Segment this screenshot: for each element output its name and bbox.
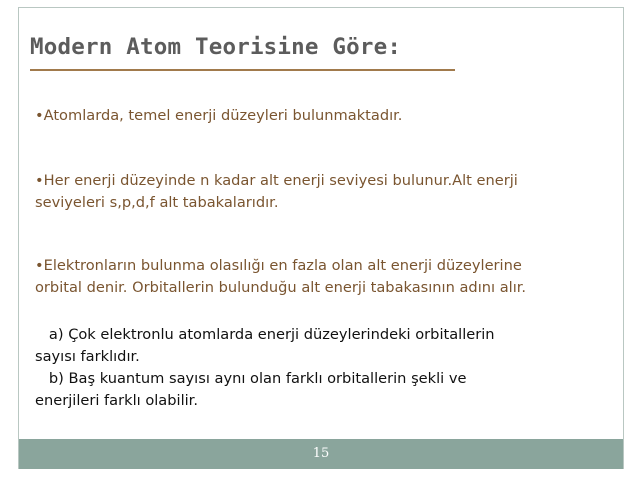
bullet-sublevels xyxy=(35,170,518,214)
text-line: a) Çok elektronlu atomlarda enerji düzeylerindeki orbitallerin xyxy=(35,326,495,343)
text-line: orbital denir. Orbitallerin bulunduğu alt enerji tabakasının adını alır. xyxy=(35,279,527,296)
text-line: seviyeleri s,p,d,f alt tabakalarıdır. xyxy=(35,194,279,211)
bullet-orbital-definition xyxy=(35,255,526,299)
text-line: •Elektronların bulunma olasılığı en fazla olan alt enerji düzeylerine xyxy=(35,257,522,274)
slide-title: Modern Atom Teorisine Göre: xyxy=(30,34,402,60)
text-line: •Her enerji düzeyinde n kadar alt enerji seviyesi bulunur.Alt enerji xyxy=(35,172,518,189)
page-number: 15 xyxy=(312,446,330,461)
text-line: enerjileri farklı olabilir. xyxy=(35,392,198,409)
footer-bar xyxy=(19,439,623,469)
slide xyxy=(18,7,624,469)
text-line: sayısı farklıdır. xyxy=(35,348,140,365)
statements-block xyxy=(35,324,495,412)
text-line: •Atomlarda, temel enerji düzeyleri bulunmaktadır. xyxy=(35,107,403,124)
bullet-energy-levels xyxy=(35,105,402,127)
title-underline xyxy=(30,69,455,71)
text-line: b) Baş kuantum sayısı aynı olan farklı orbitallerin şekli ve xyxy=(35,370,467,387)
